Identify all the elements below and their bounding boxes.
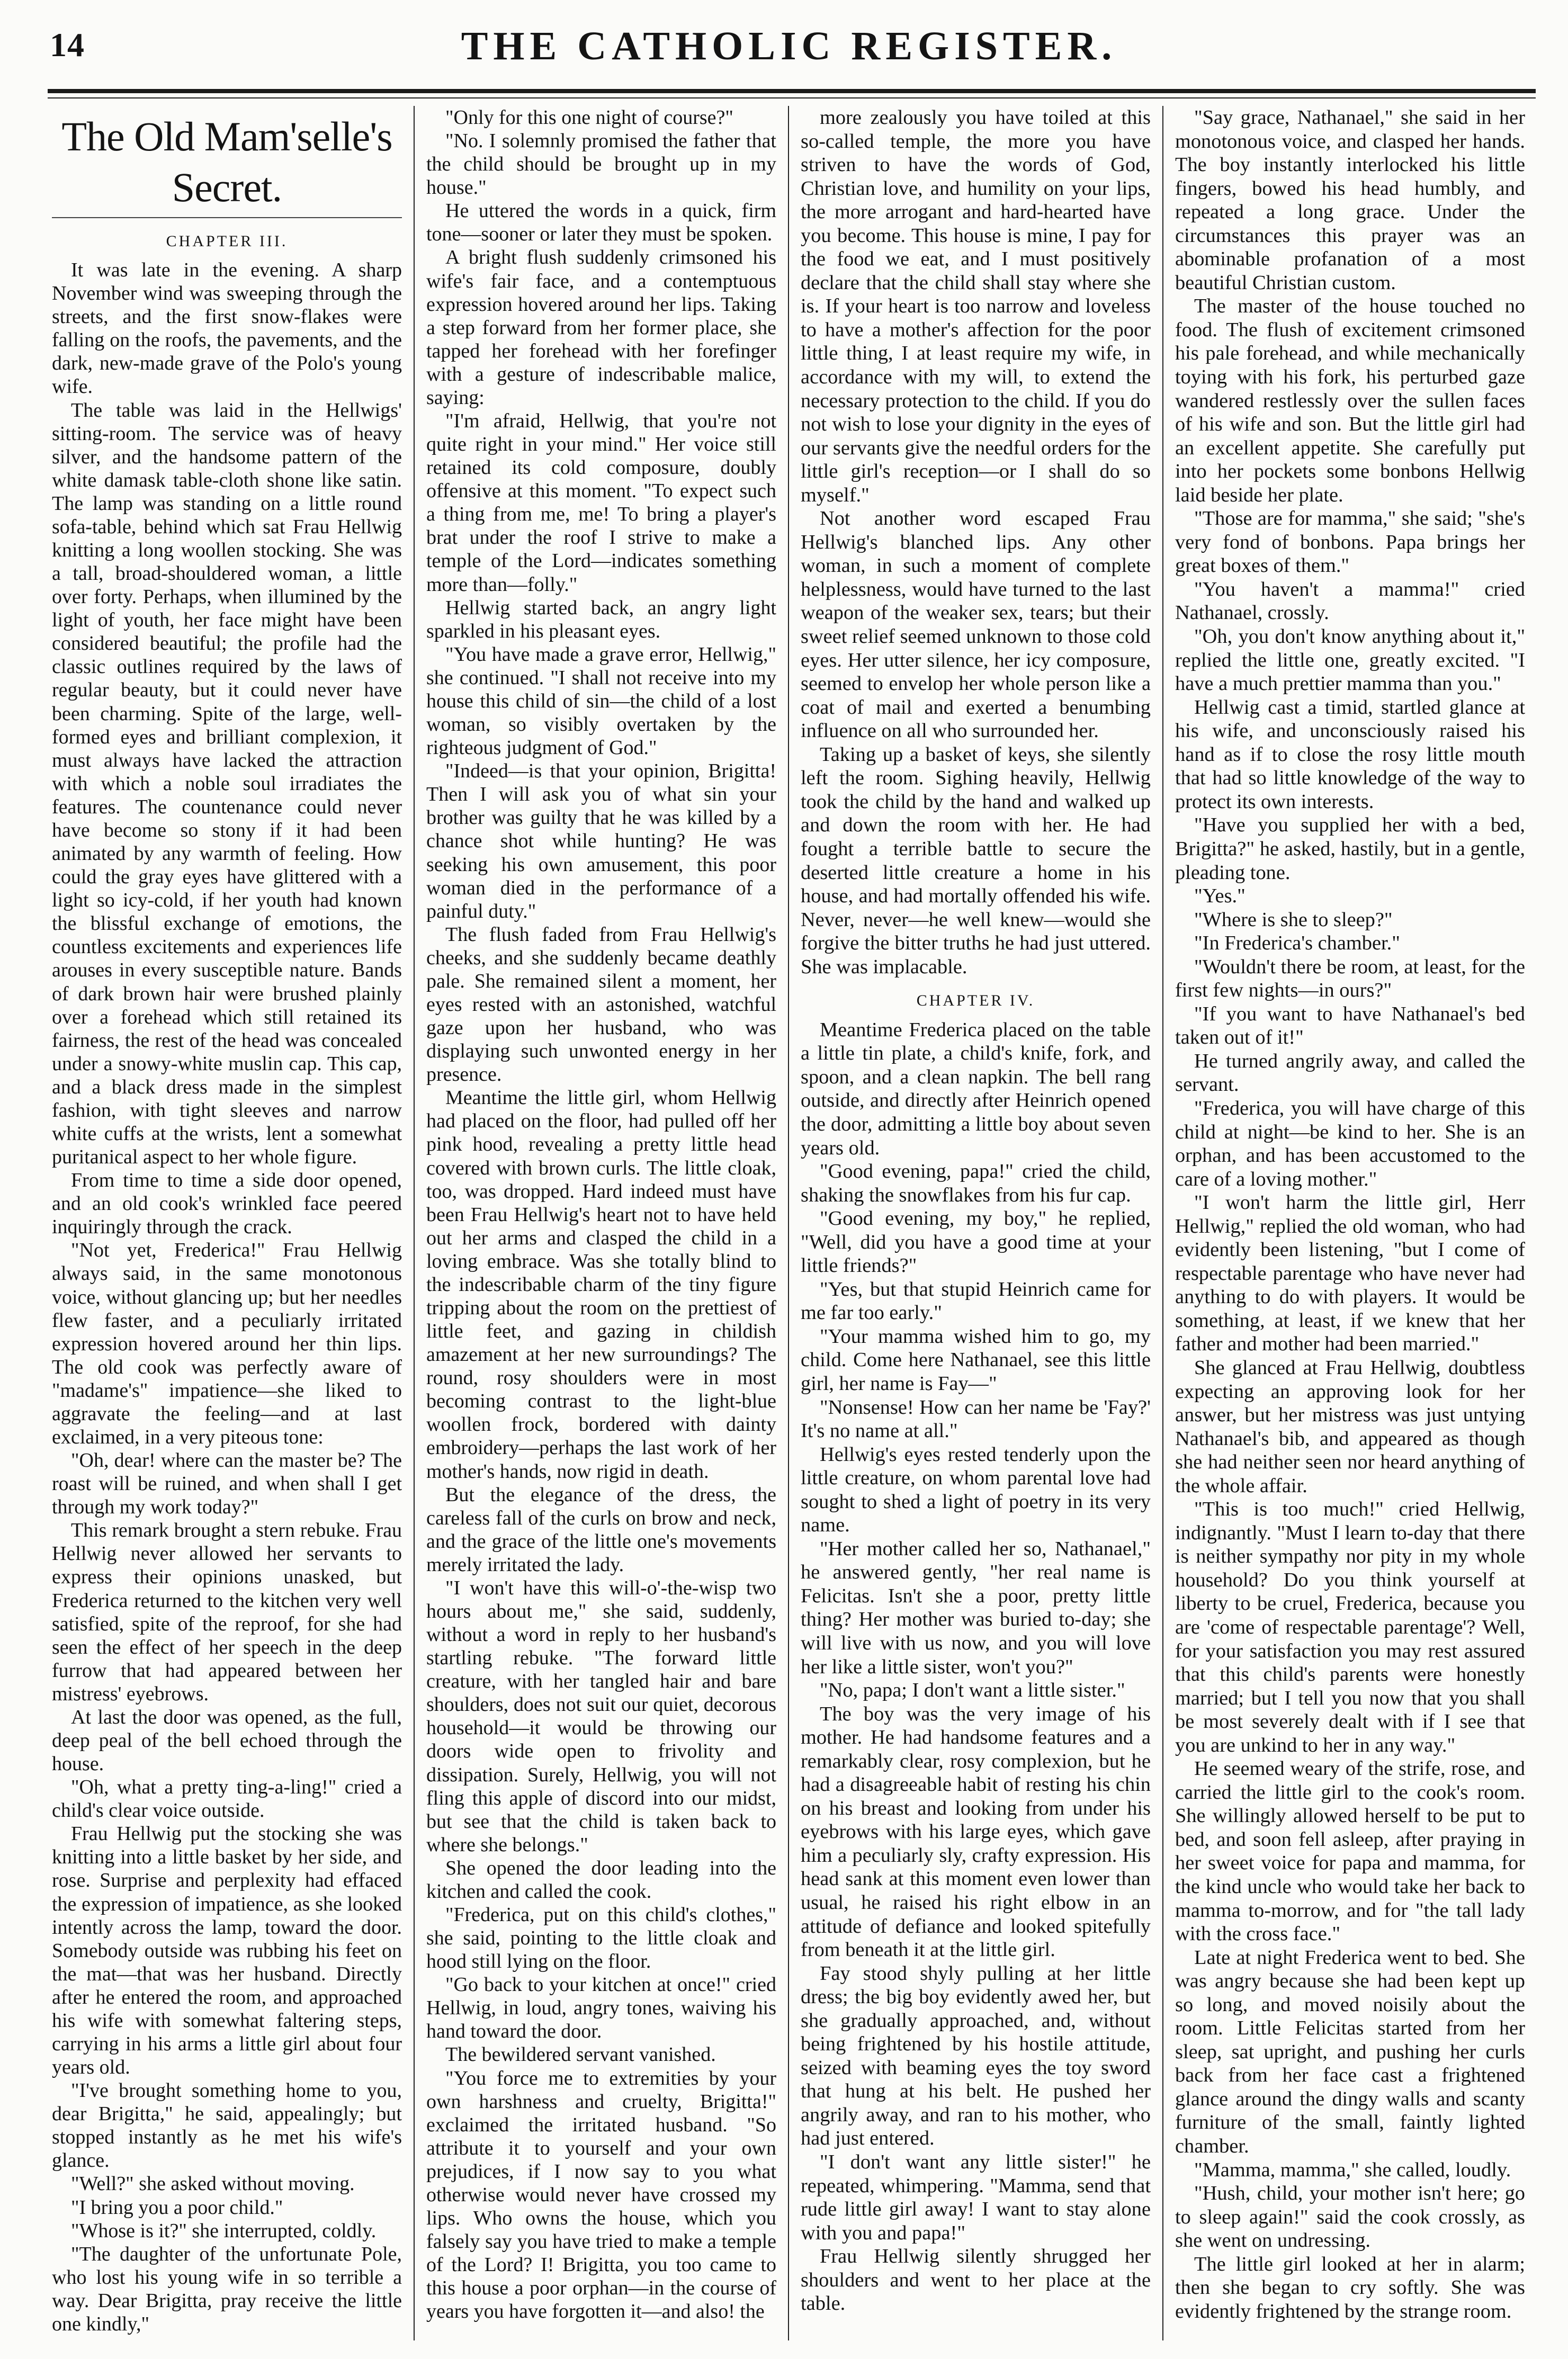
paragraph: The bewildered servant vanished.	[445, 2043, 716, 2066]
paragraph: Frau Hellwig silently shrugged her shoulders and went to her place at the table.	[801, 2245, 1151, 2315]
paragraph: Fay stood shyly pulling at her little dress; the big boy evidently awed her, but she gradually approached, and, without being frightened by his hostile attitude, seized with beaming eyes the toy sword that hung at his belt. He pushed her angrily away, and ran to his mother, who had just entered.	[801, 1962, 1151, 2150]
publication-title: THE CATHOLIC REGISTER.	[461, 24, 1117, 68]
paragraph: The flush faded from Frau Hellwig's cheeks, and she suddenly became deathly pale. She remained silent a moment, her eyes rested with an astonished, watchful gaze upon her husband, who was displaying such unwonted energy in her presence.	[426, 923, 776, 1086]
column-1-text	[52, 258, 402, 2336]
paragraph: Meantime the little girl, whom Hellwig had placed on the floor, had pulled off her pink hood, revealing a pretty little head covered with brown curls. The little cloak, too, was dropped. Hard indeed must have been Frau Hellwig's heart not to have held out her arms and clasped the child in a loving embrace. Was she totally blind to the indescribable charm of the tiny figure tripping about the room on the prettiest of little feet, and gazing in childish amazement at her new surroundings? The round, rosy shoulders were in most becoming contrast to the light-blue woollen frock, bordered with dainty embroidery—perhaps the last work of her mother's hands, now rigid in death.	[426, 1087, 776, 1483]
paragraph: Hellwig's eyes rested tenderly upon the little creature, on whom parental love had sought to shed a light of poetry in its very name.	[801, 1443, 1151, 1537]
paragraph: She glanced at Frau Hellwig, doubtless expecting an approving look for her answer, but her mistress was just untying Nathanael's bib, and appeared as though she had neither seen nor heard anything of the whole affair.	[1175, 1356, 1525, 1497]
paragraph: "Frederica, you will have charge of this child at night—be kind to her. She is an orphan, and has been accustomed to the care of a loving mother."	[1175, 1097, 1525, 1190]
paragraph: "I've brought something home to you, dear Brigitta," he said, appealingly; but stopped instantly as he met his wife's glance.	[52, 2079, 402, 2172]
paragraph: She opened the door leading into the kitchen and called the cook.	[426, 1856, 776, 1903]
paragraph: "Have you supplied her with a bed, Brigitta?" he asked, hastily, but in a gentle, pleading tone.	[1175, 814, 1525, 884]
paragraph: "If you want to have Nathanael's bed taken out of it!"	[1175, 1002, 1525, 1049]
header-rule	[48, 89, 1536, 93]
paragraph: This remark brought a stern rebuke. Frau Hellwig never allowed her servants to express their opinions unasked, but Frederica returned to the kitchen very well satisfied, spite of the reproof, for she had seen the effect of her speech in the deep furrow that had appeared between her mistress' eyebrows.	[52, 1519, 402, 1705]
paragraph: The boy was the very image of his mother. He had handsome features and a remarkably clear, rosy complexion, but he had a disagreeable habit of resting his chin on his breast and looking from under his eyebrows with his large eyes, which gave him a peculiarly sly, crafty expression. His head sank at this moment even lower than usual, he raised his right elbow in an attitude of defiance and looked spitefully from beneath it at the little girl.	[801, 1702, 1151, 1961]
column-1	[47, 106, 414, 2340]
paragraph: "In Frederica's chamber."	[1194, 932, 1400, 955]
header-rule-thin	[48, 97, 1536, 98]
paragraph: "Wouldn't there be room, at least, for the first few nights—in ours?"	[1175, 955, 1525, 1002]
paragraph: "Her mother called her so, Nathanael," he answered gently, "her real name is Felicitas. Isn't she a poor, pretty little thing? Her mother was buried to-day; she will live with us now, and you will love her like a little sister, won't you?"	[801, 1537, 1151, 1678]
paragraph: Late at night Frederica went to bed. She was angry because she had been kept up so long, and moved noisily about the room. Little Felicitas started from her sleep, sat upright, and pushing her curls back from her face cast a frightened glance around the dingy walls and scanty furniture of the small, faintly lighted chamber.	[1175, 1946, 1525, 2158]
paragraph: He seemed weary of the strife, rose, and carried the little girl to the cook's room. She willingly allowed herself to be put to bed, and soon fell asleep, after praying in her sweet voice for papa and mamma, for the kind uncle who would take her back to mamma to-morrow, and for "the tall lady with the cross face."	[1175, 1757, 1525, 1945]
paragraph: "The daughter of the unfortunate Pole, who lost his young wife in so terrible a way. Dear Brigitta, pray receive the little one kindly,"	[52, 2243, 402, 2335]
paragraph: The little girl looked at her in alarm; then she began to cry softly. She was evidently frightened by the strange room.	[1175, 2253, 1525, 2322]
paragraph: Not another word escaped Frau Hellwig's blanched lips. Any other woman, in such a moment of complete helplessness, would have turned to the last weapon of the weaker sex, tears; but their sweet relief seemed unknown to those cold eyes. Her utter silence, her icy composure, seemed to envelop her whole person like a coat of mail and exerted a benumbing influence on all who surrounded her.	[801, 507, 1151, 742]
paragraph: "Frederica, put on this child's clothes," she said, pointing to the little cloak and hood still lying on the floor.	[426, 1904, 776, 1973]
paragraph: "I won't harm the little girl, Herr Hellwig," replied the old woman, who had evidently been listening, "but I come of respectable parentage who have never had anything to do with players. It would be something, at least, if we knew that her father and mother had been married."	[1175, 1191, 1525, 1356]
paragraph: "You have made a grave error, Hellwig," she continued. "I shall not receive into my house this child of sin—the child of a lost woman, so visibly overtaken by the righteous judgment of God."	[426, 643, 776, 759]
column-4	[1162, 106, 1537, 2340]
paragraph: "Good evening, my boy," he replied, "Well, did you have a good time at your little friends?"	[801, 1207, 1151, 1277]
paragraph: "You haven't a mamma!" cried Nathanael, crossly.	[1175, 578, 1525, 624]
paragraph: "Nonsense! How can her name be 'Fay?' It's no name at all."	[801, 1396, 1151, 1442]
paragraph: From time to time a side door opened, and an old cook's wrinkled face peered inquiringly through the crack.	[52, 1169, 402, 1239]
paragraph: "Those are for mamma," she said; "she's very fond of bonbons. Papa brings her great boxes of them."	[1175, 507, 1525, 577]
paragraph: "Mamma, mamma," she called, loudly.	[1194, 2158, 1511, 2181]
paragraph: But the elegance of the dress, the careless fall of the curls on brow and neck, and the grace of the little one's movements merely irritated the lady.	[426, 1483, 776, 1576]
paragraph: "Oh, what a pretty ting-a-ling!" cried a child's clear voice outside.	[52, 1776, 402, 1822]
column-2	[414, 106, 788, 2340]
paragraph: Hellwig cast a timid, startled glance at his wife, and unconsciously raised his hand as if to close the rosy little mouth that had so little knowledge of the way to protect its own interests.	[1175, 696, 1525, 813]
paragraph: more zealously you have toiled at this so-called temple, the more you have striven to have the words of God, Christian love, and humility on your lips, the more arrogant and hard-hearted have you become. This house is mine, I pay for the food we eat, and I must positively declare that the child shall stay where she is. If your heart is too narrow and loveless to have a mother's affection for the poor little thing, I at least require my wife, in accordance with my will, to extend the necessary protection to the child. If you do not wish to lose your dignity in the eyes of our servants give the needful orders for the little girl's reception—or I shall do so myself."	[801, 106, 1151, 506]
paragraph: He turned angrily away, and called the servant.	[1175, 1050, 1525, 1096]
paragraph: "I bring you a poor child."	[71, 2196, 283, 2219]
paragraph: "I'm afraid, Hellwig, that you're not quite right in your mind." Her voice still retained its cold composure, doubly offensive at this moment. "To expect such a thing from me, me! To bring a player's brat under the roof I strive to make a temple of the Lord—indicates something more than—folly."	[426, 410, 776, 596]
column-3	[788, 106, 1162, 2340]
paragraph: At last the door was opened, as the full, deep peal of the bell echoed through the house.	[52, 1706, 402, 1775]
paragraph: "This is too much!" cried Hellwig, indignantly. "Must I learn to-day that there is neither sympathy nor pity in my whole household? Do you think yourself at liberty to be cruel, Frederica, because you are 'come of respectable parentage'? Well, for your satisfaction you may rest assured that this child's parents were honestly married; but I tell you now that you shall be most severely dealt with if I see that you are unkind to her in any way."	[1175, 1498, 1525, 1756]
paragraph: A bright flush suddenly crimsoned his wife's fair face, and a contemptuous expression hovered around her lips. Taking a step forward from her former place, she tapped her forehead with her forefinger with a gesture of indescribable malice, saying:	[426, 246, 776, 409]
paragraph: The table was laid in the Hellwigs' sitting-room. The service was of heavy silver, and the handsome pattern of the white damask table-cloth shone like satin. The lamp was standing on a little round sofa-table, behind which sat Frau Hellwig knitting a long woollen stocking. She was a tall, broad-shouldered woman, a little over forty. Perhaps, when illumined by the light of youth, her face might have been considered beautiful; the profile had the classic outlines required by the laws of regular beauty, but it could never have been charming. Spite of the large, well-formed eyes and brilliant complexion, it must always have lacked the attraction with which a noble soul irradiates the features. The countenance could never have become so stony if it had been animated by any warmth of feeling. How could the gray eyes have glittered with a light so icy-cold, if her youth had known the blissful exchange of emotions, the countless excitements and experiences life arouses in every susceptible nature. Bands of dark brown hair were brushed plainly over a forehead which still retained its fairness, the rest of the head was concealed under a snowy-white muslin cap. This cap, and a black dress made in the simplest fashion, with tight sleeves and narrow white cuffs at the wrists, lent a somewhat puritanical aspect to her whole figure.	[52, 399, 402, 1169]
paragraph: "Yes, but that stupid Heinrich came for me far too early."	[801, 1278, 1151, 1324]
paragraph: The master of the house touched no food. The flush of excitement crimsoned his pale forehead, and while mechanically toying with his fork, his perturbed gaze wandered restlessly over the sullen faces of his wife and son. But the little girl had an excellent appetite. She carefully put into her pockets some bonbons Hellwig laid beside her plate.	[1175, 295, 1525, 506]
paragraph: "Hush, child, your mother isn't here; go to sleep again!" said the cook crossly, as she went on undressing.	[1175, 2182, 1525, 2252]
paragraph: "Well?" she asked without moving.	[71, 2173, 355, 2195]
paragraph: "Oh, dear! where can the master be? The roast will be ruined, and when shall I get through my work today?"	[52, 1449, 402, 1519]
paragraph: "I won't have this will-o'-the-wisp two hours about me," she said, suddenly, without a word in reply to her husband's startling rebuke. "The forward little creature, with her tangled hair and bare shoulders, does not suit our quiet, decorous household—it would be throwing our doors wide open to frivolity and dissipation. Surely, Hellwig, you will not fling this apple of discord into our midst, but see that the child is taken back to where she belongs."	[426, 1576, 776, 1856]
paragraph: "Whose is it?" she interrupted, coldly.	[71, 2219, 377, 2242]
article-columns	[47, 106, 1537, 2340]
paragraph: It was late in the evening. A sharp November wind was sweeping through the streets, and the first snow-flakes were falling on the roofs, the pavements, and the dark, new-made grave of the Polo's young wife.	[52, 259, 402, 398]
paragraph: "Where is she to sleep?"	[1194, 908, 1393, 931]
paragraph: "Yes."	[1194, 885, 1246, 908]
paragraph: "Indeed—is that your opinion, Brigitta! Then I will ask you of what sin your brother was guilty that he was killed by a chance shot while hunting? He was seeking his own amusement, this poor woman died in the performance of a painful duty."	[426, 760, 776, 922]
paragraph: Frau Hellwig put the stocking she was knitting into a little basket by her side, and rose. Surprise and perplexity had effaced the expression of impatience, as she looked intently across the lamp, toward the door. Somebody outside was rubbing his feet on the mat—that was her husband. Directly after he entered the room, and approached his wife with somewhat faltering steps, carrying in his arms a little girl about four years old.	[52, 1823, 402, 2079]
paragraph: "No. I solemnly promised the father that the child should be brought up in my house."	[426, 130, 776, 199]
story-title: The Old Mam'selle's Secret.	[52, 111, 402, 218]
paragraph: "Say grace, Nathanael," she said in her monotonous voice, and clasped her hands. The boy instantly interlocked his little fingers, bowed his head humbly, and repeated a long grace. Under the circumstances this prayer was an abominable profanation of a most beautiful Christian custom.	[1175, 106, 1525, 294]
page-number: 14	[50, 26, 85, 64]
paragraph: "Oh, you don't know anything about it," replied the little one, greatly excited. "I have a much prettier mamma than you."	[1175, 625, 1525, 695]
chapter-heading: CHAPTER IV.	[916, 992, 1035, 1010]
paragraph: He uttered the words in a quick, firm tone—sooner or later they must be spoken.	[426, 200, 776, 246]
paragraph: Hellwig started back, an angry light sparkled in his pleasant eyes.	[426, 596, 776, 642]
paragraph: Taking up a basket of keys, she silently left the room. Sighing heavily, Hellwig took the child by the hand and walked up and down the room with her. He had fought a terrible battle to secure the deserted little creature a home in his house, and had mortally offended his wife. Never, never—he well knew—would she forgive the bitter truths he had just uttered. She was implacable.	[801, 743, 1151, 978]
paragraph: "You force me to extremities by your own harshness and cruelty, Brigitta!" exclaimed the irritated husband. "So attribute it to yourself and your own prejudices, if I now say to you what otherwise would never have crossed my lips. Who owns the house, which you falsely say you have tried to make a temple of the Lord? I! Brigitta, you too came to this house a poor orphan—in the course of years you have forgotten it—and also! the	[426, 2067, 776, 2323]
paragraph: "Not yet, Frederica!" Frau Hellwig always said, in the same monotonous voice, without glancing up; but her needles flew faster, and a peculiarly irritated expression hovered around her thin lips. The old cook was perfectly aware of "madame's" impatience—she liked to aggravate the feeling—and at last exclaimed, in a very piteous tone:	[52, 1239, 402, 1448]
paragraph: "Only for this one night of course?"	[445, 106, 733, 129]
paragraph: "Go back to your kitchen at once!" cried Hellwig, in loud, angry tones, waiving his hand toward the door.	[426, 1974, 776, 2043]
paragraph: "Your mamma wished him to go, my child. Come here Nathanael, see this little girl, her name is Fay—"	[801, 1325, 1151, 1395]
masthead	[42, 16, 1536, 79]
paragraph: "I don't want any little sister!" he repeated, whimpering. "Mamma, send that rude little girl away! I want to stay alone with you and papa!"	[801, 2151, 1151, 2244]
paragraph: "Good evening, papa!" cried the child, shaking the snowflakes from his fur cap.	[801, 1160, 1151, 1206]
chapter-heading: CHAPTER III.	[166, 232, 288, 250]
paragraph: Meantime Frederica placed on the table a little tin plate, a child's knife, fork, and spoon, and a clean napkin. The bell rang outside, and directly after Heinrich opened the door, admitting a little boy about seven years old.	[801, 1018, 1151, 1159]
paragraph: "No, papa; I don't want a little sister."	[820, 1679, 1125, 1702]
